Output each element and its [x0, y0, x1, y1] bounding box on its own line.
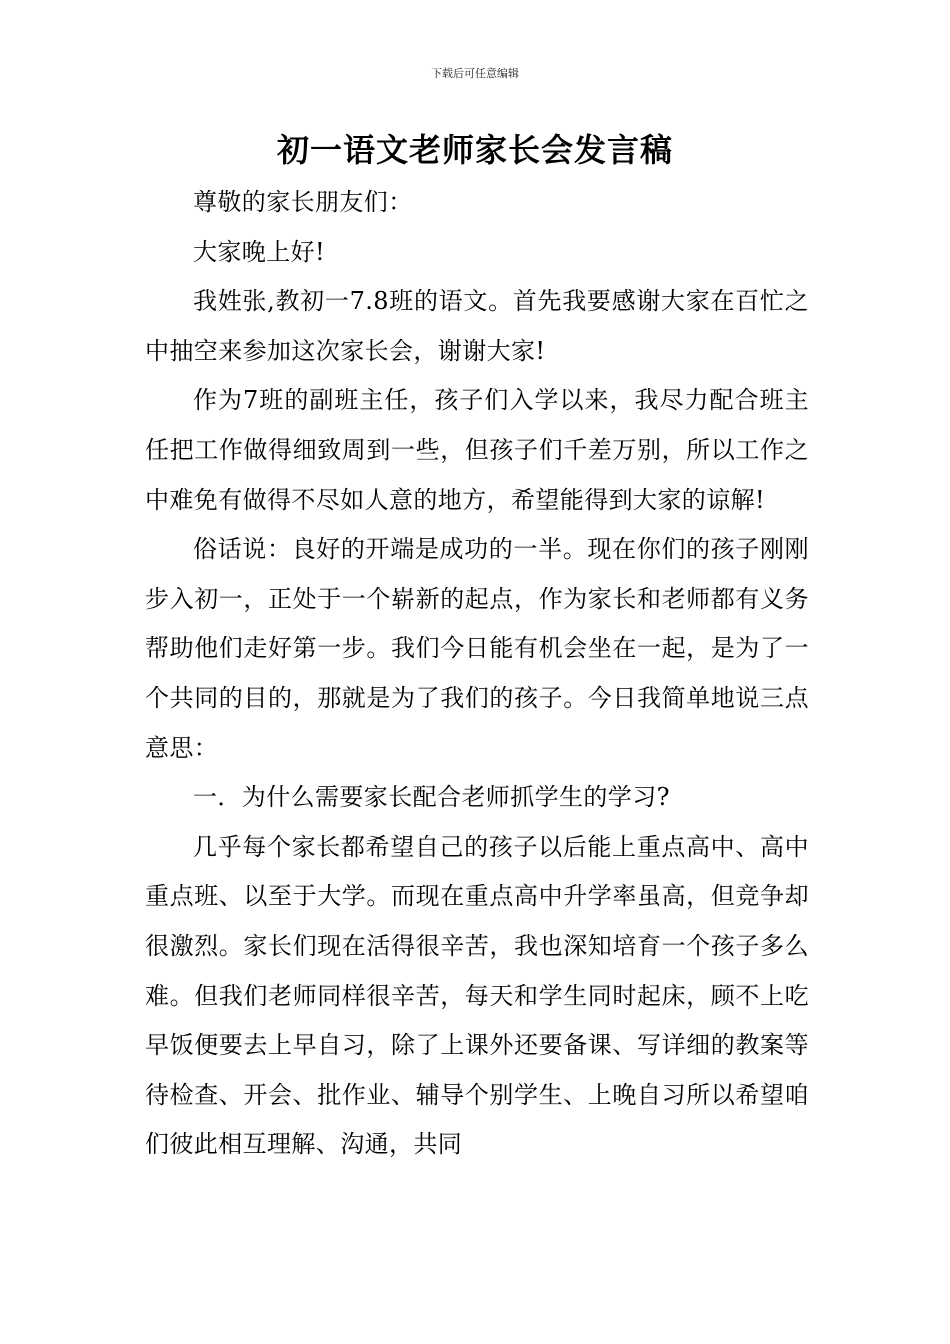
header-note: 下载后可任意编辑 [431, 67, 519, 80]
document-body [145, 178, 809, 1170]
salutation: 尊敬的家长朋友们： [193, 188, 413, 216]
section-heading-one: 一．为什么需要家长配合老师抓学生的学习? [193, 783, 670, 812]
paragraph-introduction: 我姓张,教初一7.8班的语文。首先我要感谢大家在百忙之中抽空来参加这次家长会，谢谢大家! [145, 287, 809, 365]
paragraph-purpose: 俗话说：良好的开端是成功的一半。现在你们的孩子刚刚步入初一，正处于一个崭新的起点，作为家长和老师都有义务帮助他们走好第一步。我们今日能有机会坐在一起，是为了一个共同的目的，那就是为了我们的孩子。今日我简单地说三点意思： [145, 535, 809, 762]
greeting: 大家晚上好! [193, 237, 326, 266]
document-title: 初一语文老师家长会发言稿 [276, 131, 673, 169]
paragraph-section-one: 几乎每个家长都希望自己的孩子以后能上重点高中、高中重点班、以至于大学。而现在重点高中升学率虽高，但竞争却很激烈。家长们现在活得很辛苦，我也深知培育一个孩子多么难。但我们老师同样很辛苦，每天和学生同时起床，顾不上吃早饭便要去上早自习，除了上课外还要备课、写详细的教案等待检查、开会、批作业、辅导个别学生、上晚自习所以希望咱们彼此相互理解、沟通，共同 [145, 832, 809, 1159]
paragraph-role: 作为7班的副班主任，孩子们入学以来，我尽力配合班主任把工作做得细致周到一些，但孩子们千差万别，所以工作之中难免有做得不尽如人意的地方，希望能得到大家的谅解! [145, 386, 809, 514]
